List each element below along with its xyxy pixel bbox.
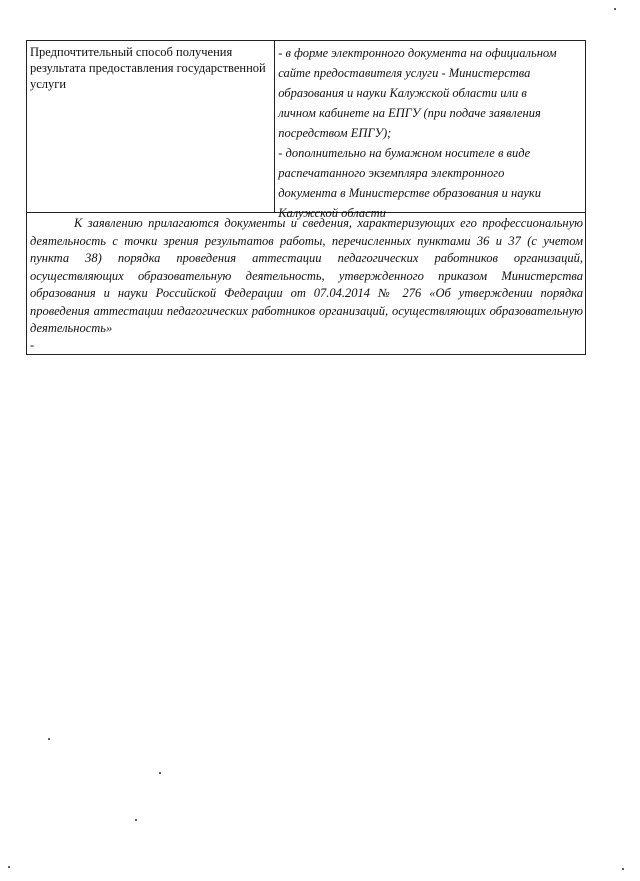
option-line-cut-off: Калужской области	[278, 206, 386, 220]
scan-speck	[614, 8, 616, 10]
result-method-label: Предпочтительный способ получения результата предоставления государственной услуги	[30, 45, 266, 91]
cell-result-method-options	[275, 41, 586, 220]
option-line: документа в Министерстве образования и науки	[278, 186, 541, 200]
scan-speck	[48, 738, 50, 740]
option-line: личном кабинете на ЕПГУ (при подаче заявления	[278, 106, 541, 120]
cell-attachments	[27, 213, 586, 355]
option-line: - в форме электронного документа на официальном	[278, 46, 557, 60]
option-line: - дополнительно на бумажном носителе в виде	[278, 146, 531, 160]
attachments-dash: -	[30, 337, 35, 352]
document-table	[26, 40, 586, 355]
option-line: образования и науки Калужской области или в	[278, 86, 527, 100]
cell-result-method-label	[27, 41, 275, 213]
attachments-paragraph: К заявлению прилагаются документы и сведения, характеризующих его профессиональную деятельность с точки зрения результатов работы, перечисленных пунктами 36 и 37 (с учетом пункта 38) порядка проведения аттестации педагогических работников организаций, осуществляющих образовательную деятельность, утвержденного приказом Министерства образования и науки Российской Федерации от 07.04.2014 № 276 «Об утверждении порядка проведения аттестации педагогических работников организаций, осуществляющих образовательную деятельность»	[30, 216, 583, 335]
option-line: распечатанного экземпляра электронного	[278, 166, 505, 180]
scan-speck	[135, 819, 137, 821]
scan-speck	[159, 772, 161, 774]
scan-speck	[622, 868, 624, 870]
table-row-result-method	[27, 41, 586, 213]
option-line: сайте предоставителя услуги - Министерства	[278, 66, 531, 80]
scan-speck	[8, 866, 10, 868]
option-line: посредством ЕПГУ);	[278, 126, 392, 140]
table-row-attachments	[27, 213, 586, 355]
